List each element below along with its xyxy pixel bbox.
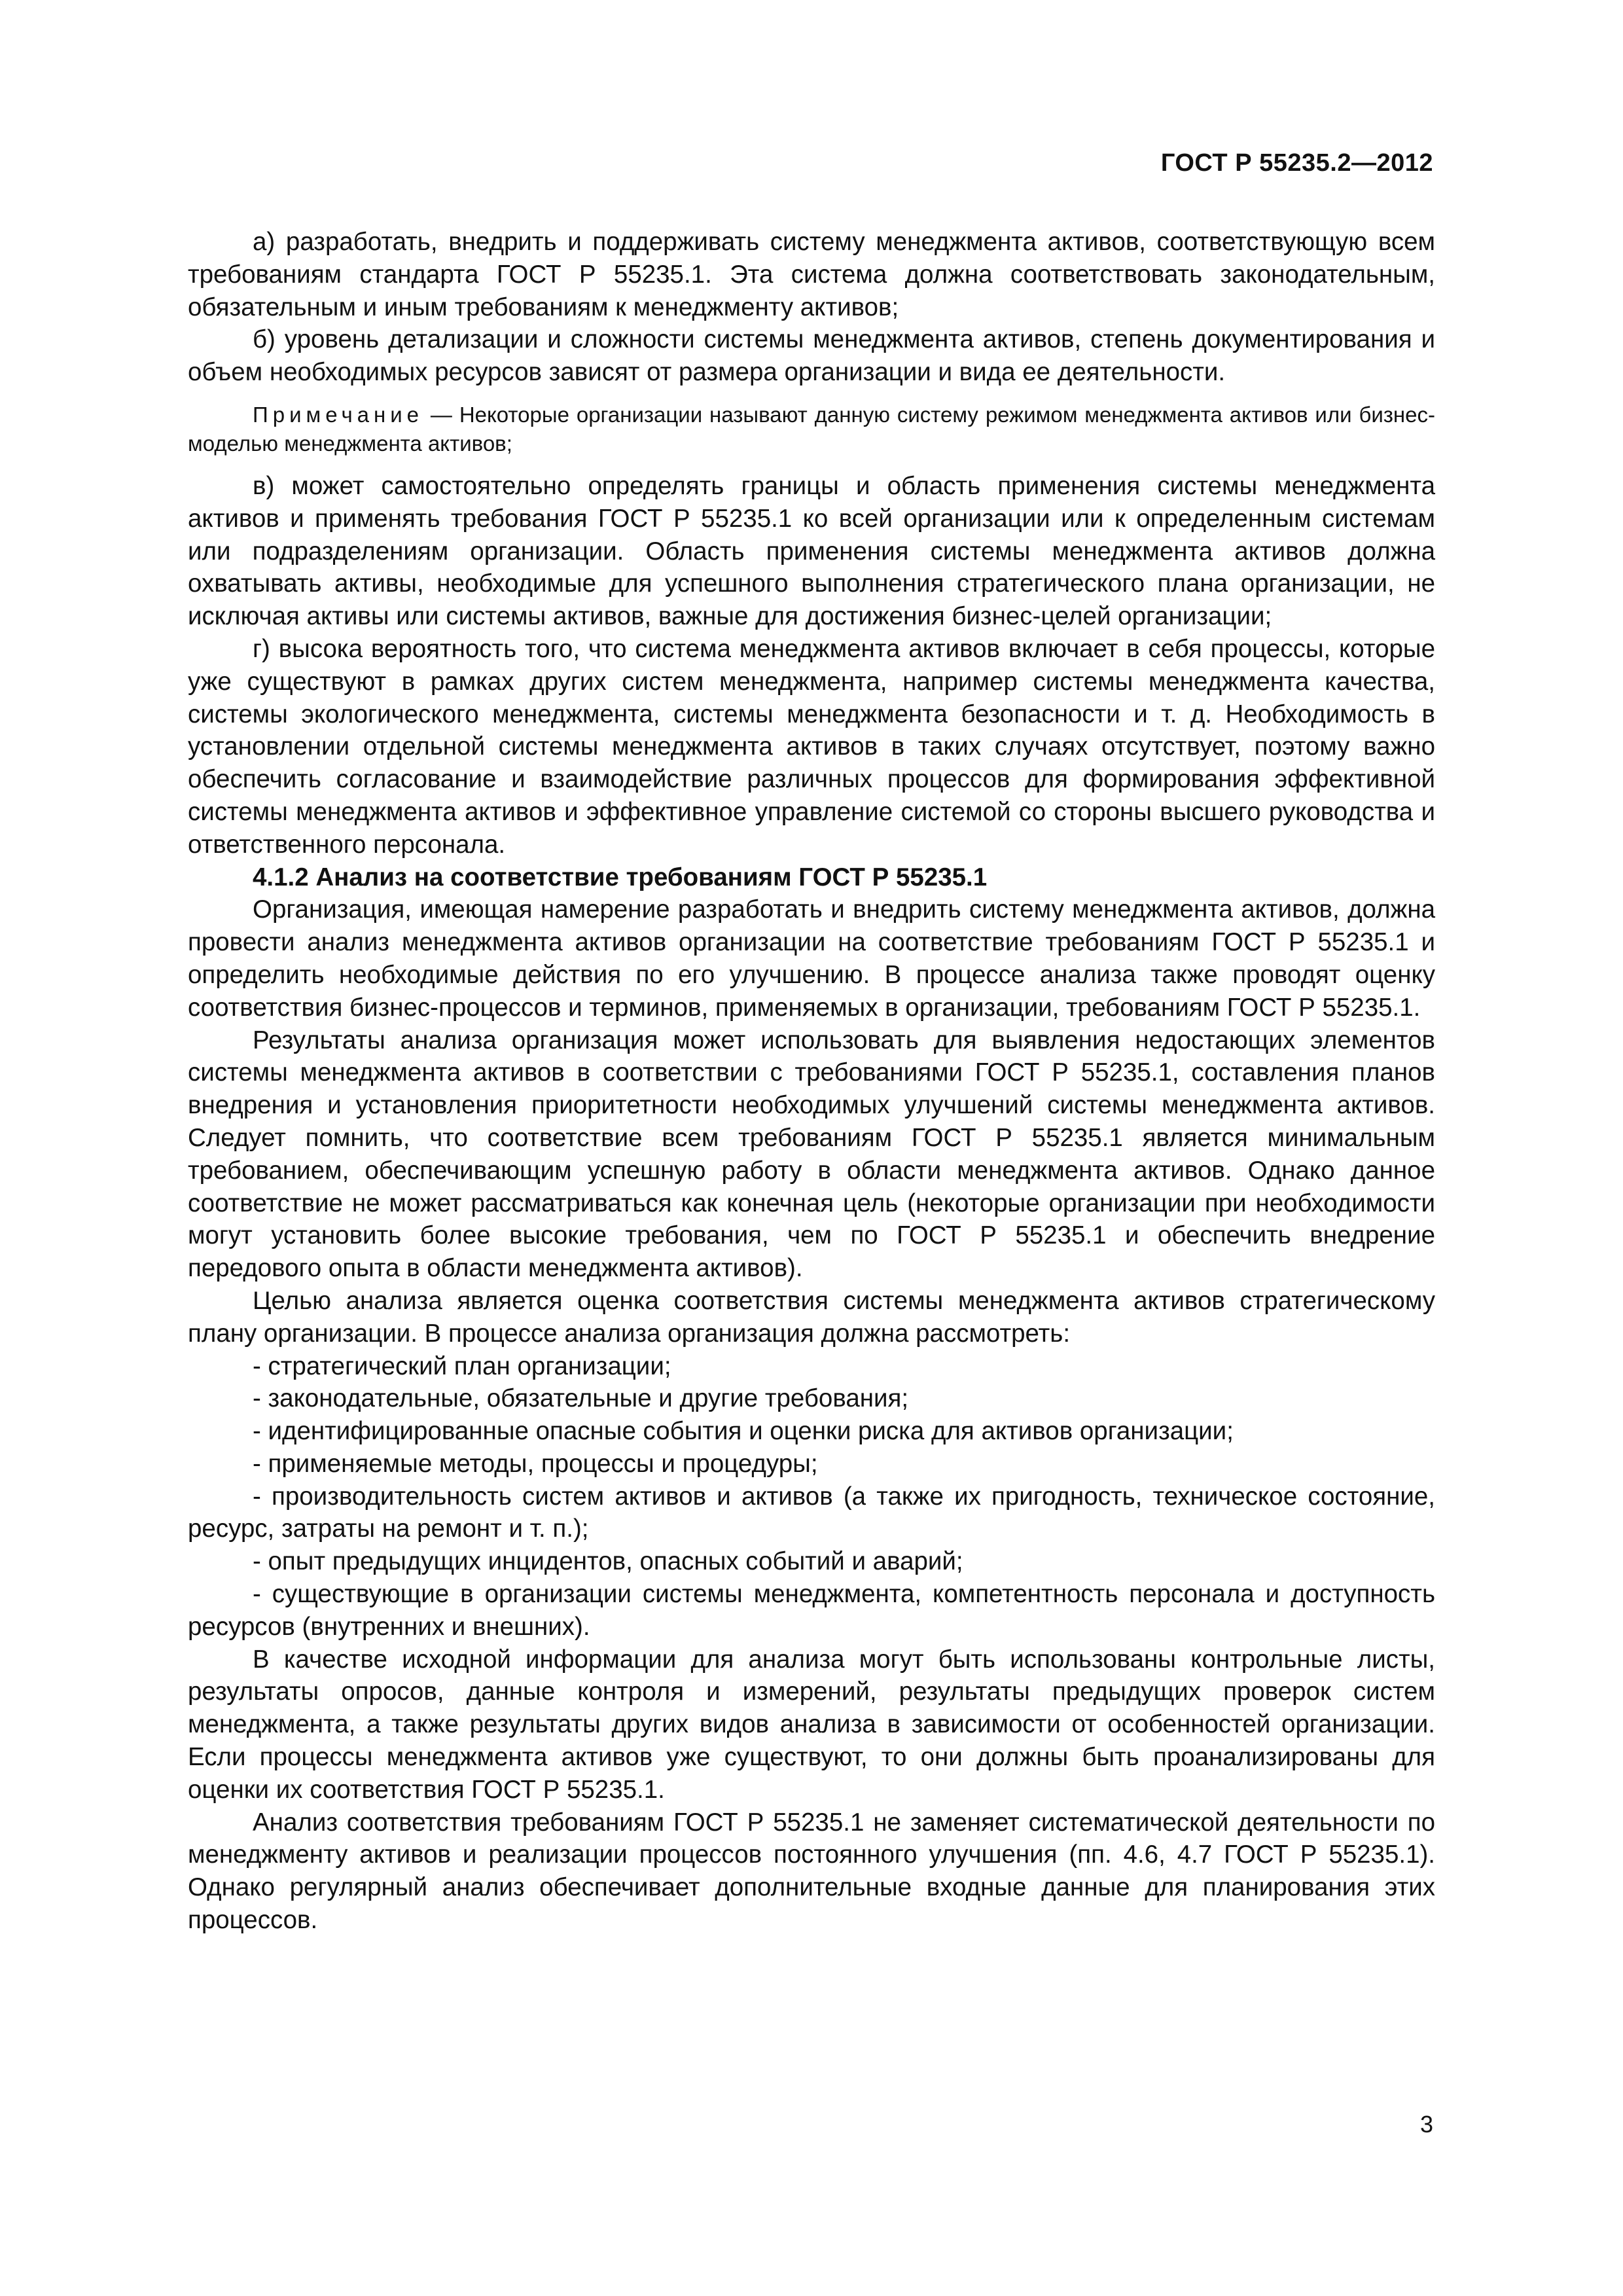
paragraph-4: В качестве исходной информации для анализа могут быть использованы контрольные листы, результаты опросов, данные контроля и измерений, результаты предыдущих проверок систем менеджмента, а также результаты других видов анализа в зависимости от особенностей организации. Если процессы менеджмента активов уже существуют, то они должны быть проанализированы для оценки их соответствия ГОСТ Р 55235.1. xyxy=(188,1645,1435,1804)
standard-code-header: ГОСТ Р 55235.2—2012 xyxy=(1160,149,1433,177)
list-item: - идентифицированные опасные события и оценки риска для активов организации; xyxy=(253,1417,1234,1446)
list-item: - применяемые методы, процессы и процедуры; xyxy=(253,1449,818,1478)
list-item: - существующие в организации системы менеджмента, компетентность персонала и доступность ресурсов (внутренних и внешних). xyxy=(188,1580,1435,1641)
paragraph-b: б) уровень детализации и сложности системы менеджмента активов, степень документирования и объем необходимых ресурсов зависят от размера организации и вида ее деятельности. xyxy=(188,325,1435,387)
paragraph-2: Результаты анализа организация может использовать для выявления недостающих элементов системы менеджмента активов в соответствии с требованиями ГОСТ Р 55235.1, составления планов внедрения и установления приоритетности необходимых улучшений системы менеджмента активов. Следует помнить, что соответствие всем требованиям ГОСТ Р 55235.1 является минимальным требованием, обеспечивающим успешную работу в области менеджмента активов. Однако данное соответствие не может рассматриваться как конечная цель (некоторые организации при необходимости могут установить более высокие требования, чем по ГОСТ Р 55235.1 и обеспечить внедрение передового опыта в области менеджмента активов). xyxy=(188,1026,1435,1283)
note-paragraph xyxy=(188,401,1435,458)
page-number: 3 xyxy=(1419,2111,1433,2138)
paragraph-5: Анализ соответствия требованиям ГОСТ Р 55235.1 не заменяет систематической деятельности по менеджменту активов и реализации процессов постоянного улучшения (пп. 4.6, 4.7 ГОСТ Р 55235.1). Однако регулярный анализ обеспечивает дополнительные входные данные для планирования этих процессов. xyxy=(188,1808,1435,1935)
section-heading: 4.1.2 Анализ на соответствие требованиям ГОСТ Р 55235.1 xyxy=(253,863,988,891)
list-item: - производительность систем активов и активов (а также их пригодность, техническое состояние, ресурс, затраты на ремонт и т. п.); xyxy=(188,1482,1435,1543)
note-text: — Некоторые организации называют данную систему режимом менеджмента активов или бизнес-моделью менеджмента активов; xyxy=(188,402,1435,456)
paragraph-3: Целью анализа является оценка соответствия системы менеджмента активов стратегическому плану организации. В процессе анализа организация должна рассмотреть: xyxy=(188,1286,1435,1348)
list-item: - законодательные, обязательные и другие требования; xyxy=(253,1384,909,1413)
paragraph-1: Организация, имеющая намерение разработать и внедрить систему менеджмента активов, должна провести анализ менеджмента активов организации на соответствие требованиям ГОСТ Р 55235.1 и определить необходимые действия по его улучшению. В процессе анализа также проводят оценку соответствия бизнес-процессов и терминов, применяемых в организации, требованиям ГОСТ Р 55235.1. xyxy=(188,895,1435,1022)
paragraph-g: г) высока вероятность того, что система менеджмента активов включает в себя процессы, которые уже существуют в рамках других систем менеджмента, например системы менеджмента качества, системы экологического менеджмента, системы менеджмента безопасности и т. д. Необходимость в установлении отдельной системы менеджмента активов в таких случаях отсутствует, поэтому важно обеспечить согласование и взаимодействие различных процессов для формирования эффективной системы менеджмента активов и эффективное управление системой со стороны высшего руководства и ответственного персонала. xyxy=(188,634,1435,859)
list-item: - стратегический план организации; xyxy=(253,1352,671,1380)
document-body xyxy=(188,226,1435,1937)
paragraph-v: в) может самостоятельно определять границы и область применения системы менеджмента активов и применять требования ГОСТ Р 55235.1 ко всей организации или к определенным системам или подразделениям организации. Область применения системы менеджмента активов должна охватывать активы, необходимые для успешного выполнения стратегического плана организации, не исключая активы или системы активов, важные для достижения бизнес-целей организации; xyxy=(188,471,1435,631)
note-label: Примечание xyxy=(253,402,424,427)
paragraph-a: а) разработать, внедрить и поддерживать систему менеджмента активов, соответствующую всем требованиям стандарта ГОСТ Р 55235.1. Эта система должна соответствовать законодательным, обязательным и иным требованиям к менеджменту активов; xyxy=(188,228,1435,321)
list-item: - опыт предыдущих инцидентов, опасных событий и аварий; xyxy=(253,1547,963,1576)
